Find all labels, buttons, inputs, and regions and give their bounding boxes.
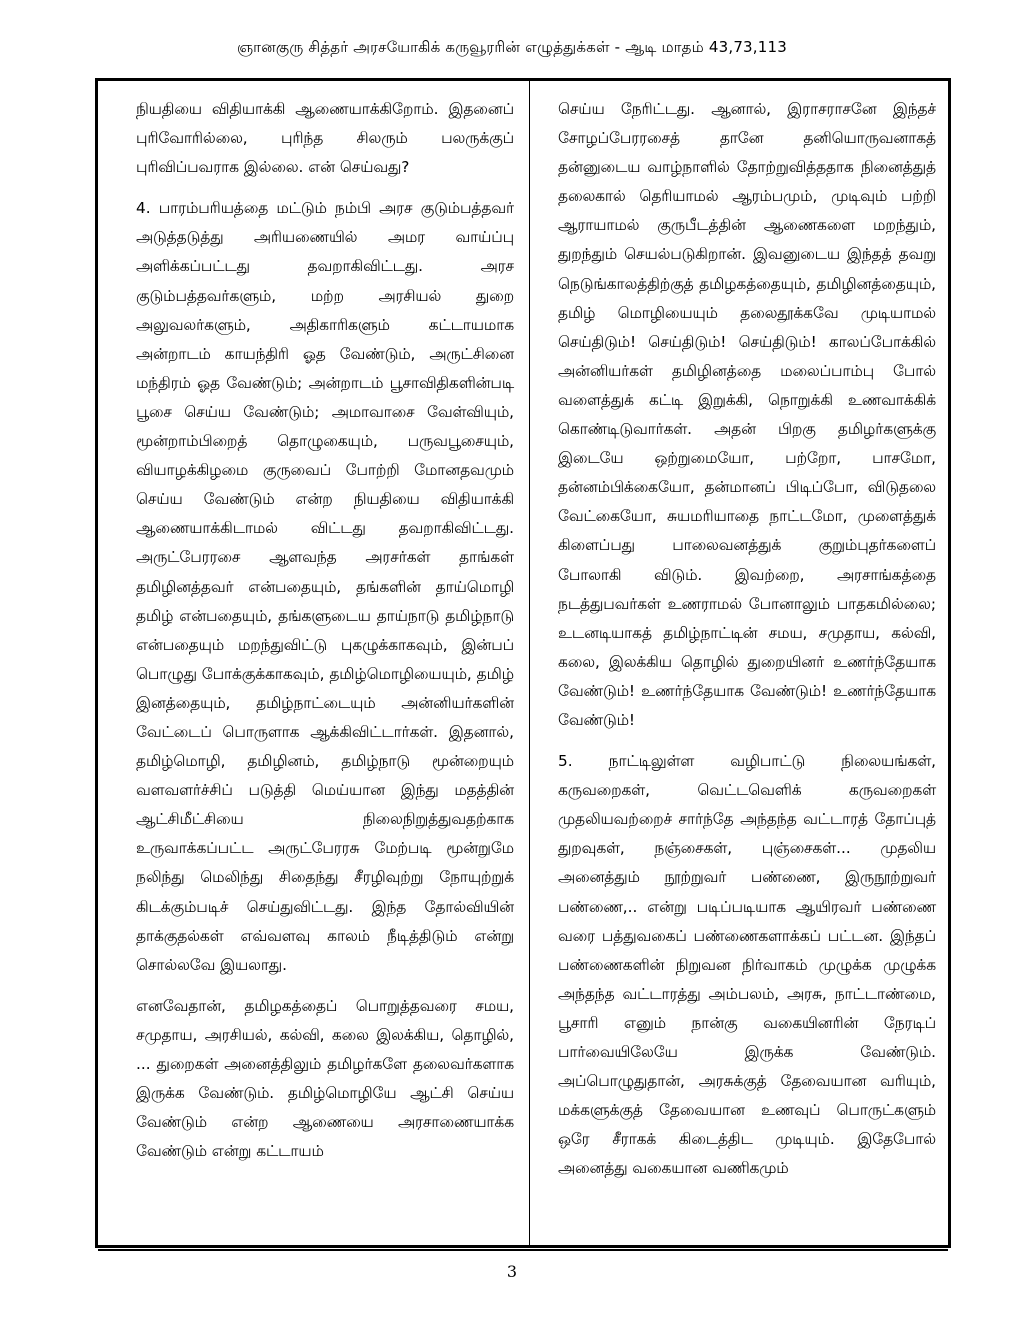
- paragraph: 4. பாரம்பரியத்தை மட்டும் நம்பி அரச குடும்பத்தவர் அடுத்தடுத்து அரியணையில் அமர வாய்ப்பு அளிக்கப்பட்டது தவறாகிவிட்டது. அரச குடும்பத்தவர்களும், மற்ற அரசியல் துறை அலுவலர்களும், அதிகாரிகளும் கட்டாயமாக அன்றாடம் காயந்திரி ஓத வேண்டும், அருட்சினை மந்திரம் ஓத வேண்டும்; அன்றாடம் பூசாவிதிகளின்படி பூசை செய்ய வேண்டும்; அமாவாசை வேள்வியும், மூன்றாம்பிறைத் தொழுகையும், பருவபூசையும், வியாழக்கிழமை குருவைப் போற்றி மோனதவமும் செய்ய வேண்டும் என்ற நியதியை விதியாக்கி ஆணையாக்கிடாமல் விட்டது தவறாகிவிட்டது. அருட்பேரரசை ஆளவந்த அரசர்கள் தாங்கள் தமிழினத்தவர் என்பதையும், தங்களின் தாய்மொழி தமிழ் என்பதையும், தங்களுடைய தாய்நாடு தமிழ்நாடு என்பதையும் மறந்துவிட்டு புகழுக்காகவும், இன்பப் பொழுது போக்குக்காகவும், தமிழ்மொழியையும், தமிழ் இனத்தையும், தமிழ்நாட்டையும் அன்னியர்களின் வேட்டைப் பொருளாக ஆக்கிவிட்டார்கள். இதனால், தமிழ்மொழி, தமிழினம், தமிழ்நாடு மூன்றையும் வளவளர்ச்சிப் படுத்தி மெய்யான இந்து மதத்தின் ஆட்சிமீட்சியை நிலைநிறுத்துவதற்காக உருவாக்கப்பட்ட அருட்பேரரசு மேற்படி மூன்றுமே நலிந்து மெலிந்து சிதைந்து சீரழிவுற்று நோயுற்றுக் கிடக்கும்படிச் செய்துவிட்டது. இந்த தோல்வியின் தாக்குதல்கள் எவ்வளவு காலம் நீடித்திடும் என்று சொல்லவே இயலாது.: [136, 199, 514, 974]
- right-column: [558, 95, 936, 1195]
- content-frame: [95, 78, 951, 1248]
- paragraph: நியதியை விதியாக்கி ஆணையாக்கிறோம். இதனைப் புரிவோரில்லை, புரிந்த சிலரும் பலருக்குப் புரிவிப்பவராக இல்லை. என் செய்வது?: [136, 100, 514, 177]
- page-header: ஞானகுரு சித்தர் அரசயோகிக் கருவூரரின் எழுத்துக்கள் - ஆடி மாதம் 43,73,113: [236, 38, 787, 56]
- column-divider: [529, 81, 530, 1245]
- left-column: [136, 95, 514, 1178]
- paragraph: எனவேதான், தமிழகத்தைப் பொறுத்தவரை சமய, சமுதாய, அரசியல், கல்வி, கலை இலக்கிய, தொழில், ... துறைகள் அனைத்திலும் தமிழர்களே தலைவர்களாக இருக்க வேண்டும். தமிழ்மொழியே ஆட்சி செய்ய வேண்டும் என்ற ஆணையை அரசாணையாக்க வேண்டும் என்று கட்டாயம்: [136, 996, 514, 1161]
- paragraph: செய்ய நேரிட்டது. ஆனால், இராசராசனே இந்தச் சோழப்பேரரசைத் தானே தனியொருவனாகத் தன்னுடைய வாழ்நாளில் தோற்றுவித்ததாக நினைத்துத் தலைகால் தெரியாமல் ஆரம்பமும், முடிவும் பற்றி ஆராயாமல் குருபீடத்தின் ஆணைகளை மறந்தும், துறந்தும் செயல்படுகிறான். இவனுடைய இந்தத் தவறு நெடுங்காலத்திற்குத் தமிழகத்தையும், தமிழினத்தையும், தமிழ் மொழியையும் தலைதூக்கவே முடியாமல் செய்திடும்! செய்திடும்! செய்திடும்! காலப்போக்கில் அன்னியர்கள் தமிழினத்தை மலைப்பாம்பு போல் வளைத்துக் கட்டி இறுக்கி, நொறுக்கி உணவாக்கிக் கொண்டிடுவார்கள். அதன் பிறகு தமிழர்களுக்கு இடையே ஒற்றுமையோ, பற்றோ, பாசமோ, தன்னம்பிக்கையோ, தன்மானப் பிடிப்போ, விடுதலை வேட்கையோ, சுயமரியாதை நாட்டமோ, முளைத்துக் கிளைப்பது பாலைவனத்துக் குறும்புதர்களைப் போலாகி விடும். இவற்றை, அரசாங்கத்தை நடத்துபவர்கள் உணராமல் போனாலும் பாதகமில்லை; உடனடியாகத் தமிழ்நாட்டின் சமய, சமுதாய, கல்வி, கலை, இலக்கிய தொழில் துறையினர் உணர்ந்தேயாக வேண்டும்! உணர்ந்தேயாக வேண்டும்! உணர்ந்தேயாக வேண்டும்!: [558, 100, 936, 729]
- paragraph: 5. நாட்டிலுள்ள வழிபாட்டு நிலையங்கள், கருவறைகள், வெட்டவெளிக் கருவறைகள் முதலியவற்றைச் சார்ந்தே அந்தந்த வட்டாரத் தோப்புத் துறவுகள், நஞ்சைகள், புஞ்சைகள்... முதலிய அனைத்தும் நூற்றுவர் பண்ணை, இருநூற்றுவர் பண்ணை,.. என்று படிப்படியாக ஆயிரவர் பண்ணை வரை பத்துவகைப் பண்ணைகளாக்கப் பட்டன. இந்தப் பண்ணைகளின் நிறுவன நிர்வாகம் முழுக்க முழுக்க அந்தந்த வட்டாரத்து அம்பலம், அரசு, நாட்டாண்மை, பூசாரி எனும் நான்கு வகையினரின் நேரடிப் பார்வையிலேயே இருக்க வேண்டும். அப்பொழுதுதான், அரசுக்குத் தேவையான வரியும், மக்களுக்குத் தேவையான உணவுப் பொருட்களும் ஒரே சீராகக் கிடைத்திட முடியும். இதேபோல் அனைத்து வகையான வணிகமும்: [558, 752, 936, 1178]
- page-number: 3: [506, 1262, 518, 1281]
